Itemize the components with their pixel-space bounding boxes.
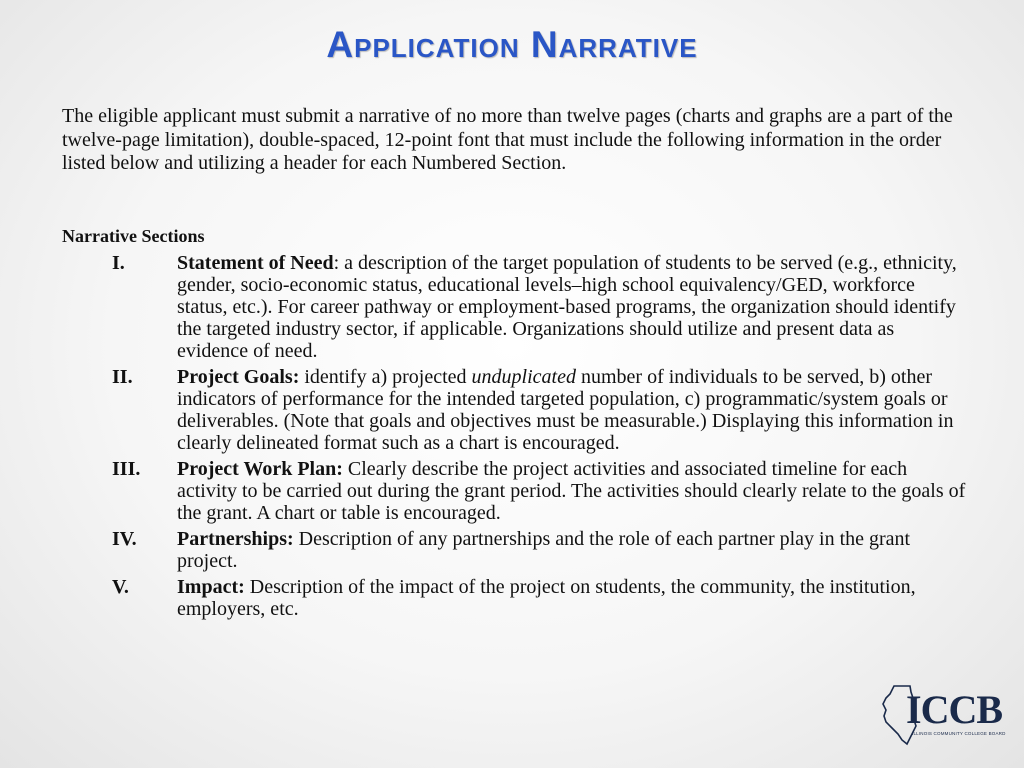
item-numeral: V. [112, 576, 129, 598]
list-item [0, 458, 1024, 524]
item-text: : a description of the target population of students to be served (e.g., ethnicity, gender, socio-economic status, educational levels–high school equivalency/GED, workforce status, etc.). For career pathway or employment-based programs, the organization should identify the targeted industry sector, if applicable. Organizations should utilize and present data as evidence of need. [177, 252, 957, 362]
item-text: Description of the impact of the project on students, the community, the institution, employers, etc. [177, 576, 916, 620]
slide-title: Application Narrative [326, 24, 698, 65]
item-body [177, 528, 967, 572]
item-body [177, 366, 967, 454]
item-title: Statement of Need [177, 252, 334, 274]
item-title: Partnerships: [177, 528, 294, 550]
narrative-sections-list [0, 252, 1024, 624]
item-body [177, 458, 967, 524]
item-numeral: I. [112, 252, 125, 274]
item-text: Clearly describe the project activities and associated timeline for each activity to be carried out during the grant period. The activities should clearly relate to the goals of the grant. A chart or table is encouraged. [177, 458, 966, 524]
logo-text: ICCB [906, 687, 1003, 732]
list-item [0, 366, 1024, 454]
item-text: identify a) projected [299, 366, 472, 388]
item-numeral: IV. [112, 528, 137, 550]
list-item [0, 528, 1024, 572]
item-text: Description of any partnerships and the role of each partner play in the grant project. [177, 528, 911, 572]
intro-paragraph: The eligible applicant must submit a narrative of no more than twelve pages (charts and graphs are a part of the twelve-page limitation), double-spaced, 12-point font that must include the following information in the order listed below and utilizing a header for each Numbered Section. [62, 105, 953, 175]
list-item [0, 252, 1024, 362]
item-title: Impact: [177, 576, 245, 598]
item-title: Project Goals: [177, 366, 300, 388]
list-item [0, 576, 1024, 620]
item-text: number of individuals to be served, b) other indicators of performance for the intended targeted population, c) programmatic/system goals or deliverables. (Note that goals and objectives must be measurable.) Displaying this information in clearly delineated format such as a chart is encouraged. [177, 366, 954, 454]
logo-subtitle: ILLINOIS COMMUNITY COLLEGE BOARD [912, 731, 1006, 736]
item-title: Project Work Plan: [177, 458, 343, 480]
sections-heading: Narrative Sections [62, 226, 205, 246]
item-body [177, 576, 967, 620]
item-body [177, 252, 967, 362]
item-numeral: III. [112, 458, 141, 480]
item-numeral: II. [112, 366, 133, 388]
iccb-logo [880, 684, 1010, 746]
item-emphasis: unduplicated [471, 366, 576, 388]
